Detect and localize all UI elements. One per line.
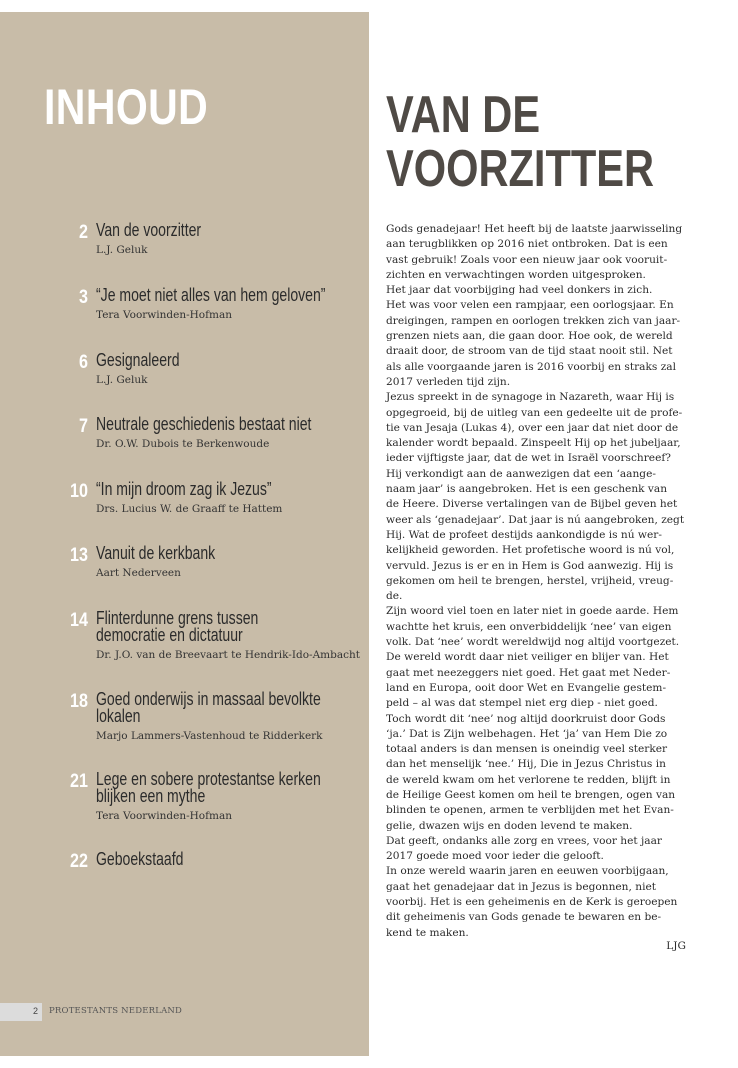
article-line: volk. Dat ‘nee’ wordt wereldwijd nog altijd voortgezet. xyxy=(386,636,680,649)
article-line: kelijkheid geworden. Het profetische woord is nú vol, xyxy=(386,544,675,557)
toc-page-number: 21 xyxy=(70,771,88,792)
toc-entry-author: Aart Nederveen xyxy=(96,567,181,579)
article-line: Het was voor velen een rampjaar, een oorlogsjaar. En xyxy=(386,299,674,312)
toc-entry-title: Flinterdunne grens tussen democratie en dictatuur xyxy=(96,608,259,645)
article-line: dit geheimenis van Gods genade te bewaren en be- xyxy=(386,911,662,924)
article-line: blinden te openen, armen te verblijden met het Evan- xyxy=(386,804,674,817)
article-line: dreigingen, rampen en oorlogen trekken zich van jaar- xyxy=(386,314,681,327)
toc-page-number: 22 xyxy=(70,851,88,872)
article-line: naam jaar’ is aangebroken. Het is een geschenk van xyxy=(386,483,668,496)
article-line: de Heere. Diverse vertalingen van de Bijbel geven het xyxy=(386,498,678,511)
toc-entry-title: “In mijn droom zag ik Jezus” xyxy=(96,479,272,499)
article-line: weer als ‘genadejaar’. Dat jaar is nú aangebroken, zegt xyxy=(386,513,685,526)
toc-entry-title: Vanuit de kerkbank xyxy=(96,543,216,563)
toc-entry-author: Dr. O.W. Dubois te Berkenwoude xyxy=(96,438,270,450)
article-line: Zijn woord viel toen en later niet in goede aarde. Hem xyxy=(386,605,679,618)
toc-heading: INHOUD xyxy=(44,79,209,135)
article-line: Jezus spreekt in de synagoge in Nazareth, waar Hij is xyxy=(386,391,675,404)
article-line: Gods genadejaar! Het heeft bij de laatste jaarwisseling xyxy=(386,223,683,235)
article-line: opgegroeid, bij de uitleg van een gedeelte uit de profe- xyxy=(386,406,683,419)
article-line: peld – al was dat stempel niet erg diep - niet goed. xyxy=(386,697,658,710)
article-signature: LJG xyxy=(666,940,686,952)
article-title-line: VAN DE xyxy=(386,86,541,144)
article-line: vast gebruik! Zoals voor een nieuw jaar ook vooruit- xyxy=(386,253,668,266)
article-line: kend te maken. xyxy=(386,926,469,939)
article-line: Toch wordt dit ‘nee’ nog altijd doorkruist door Gods xyxy=(386,712,666,725)
toc-page-number: 14 xyxy=(70,610,88,631)
article-line: Hij verkondigt aan de aanwezigen dat een ‘aange- xyxy=(386,467,656,480)
article-line: gekomen om heil te brengen, herstel, vrijheid, vreug- xyxy=(386,574,674,587)
toc-entry-author: L.J. Geluk xyxy=(96,374,148,386)
toc-page-number: 18 xyxy=(70,691,88,712)
article-line: Het jaar dat voorbijging had veel donkers in zich. xyxy=(386,284,653,297)
article-line: tie van Jesaja (Lukas 4), over een jaar dat niet door de xyxy=(386,421,679,434)
article-line: dan het menselijk ‘nee.’ Hij, Die in Jezus Christus in xyxy=(386,758,666,771)
article-line: De wereld wordt daar niet veiliger en blijer van. Het xyxy=(386,651,669,664)
article-line: voorbij. Het is een geheimenis en de Kerk is geroepen xyxy=(386,896,678,909)
article-line: Dat geeft, ondanks alle zorg en vrees, voor het jaar xyxy=(386,834,663,847)
toc-page-number: 2 xyxy=(79,222,88,243)
article-line: draait door, de stroom van de tijd staat nooit stil. Net xyxy=(386,345,673,358)
toc-entry-title: Geboekstaafd xyxy=(96,849,184,869)
article-line: wachtte het kruis, een onverbiddelijk ‘nee’ van eigen xyxy=(386,620,672,633)
article-line: als alle voorgaande jaren is 2016 voorbij en straks zal xyxy=(386,360,677,373)
toc-entry-title: Lege en sobere protestantse kerken blijken een mythe xyxy=(96,769,321,806)
toc-page-number: 3 xyxy=(79,287,88,308)
article-line: 2017 verleden tijd zijn. xyxy=(386,375,511,388)
article-line: ieder vijftigste jaar, dat de wet in Israël voorschreef? xyxy=(386,452,671,465)
article-line: de Heilige Geest komen om heil te brengen, ogen van xyxy=(386,788,676,801)
article-line: 2017 goede moed voor ieder die gelooft. xyxy=(386,850,604,863)
toc-entry-author: Drs. Lucius W. de Graaff te Hattem xyxy=(96,503,283,515)
toc-entry-title: Gesignaleerd xyxy=(96,350,180,370)
toc-entry-title: “Je moet niet alles van hem geloven” xyxy=(96,285,326,305)
article-title xyxy=(386,88,654,196)
article-title-line: VOORZITTER xyxy=(386,140,655,198)
article-line: zichten en verwachtingen worden uitgesproken. xyxy=(386,268,646,281)
toc-page-number: 13 xyxy=(70,545,88,566)
toc-entry-author: Tera Voorwinden-Hofman xyxy=(96,810,232,822)
article-line: In onze wereld waarin jaren en eeuwen voorbijgaan, xyxy=(386,865,669,878)
toc-entry-title: Neutrale geschiedenis bestaat niet xyxy=(96,414,312,434)
toc-page-number: 7 xyxy=(79,416,88,437)
article-line: totaal anders is dan mensen is oneindig veel sterker xyxy=(386,743,668,756)
toc-entry-title: Van de voorzitter xyxy=(96,220,202,240)
article-line: gaat het genadejaar dat in Jezus is begonnen, niet xyxy=(386,880,656,893)
toc-entry-title: Goed onderwijs in massaal bevolkte lokalen xyxy=(96,689,321,726)
article-line: de wereld kwam om het verlorene te redden, blijft in xyxy=(386,773,671,786)
article-line: vervuld. Jezus is er en in Hem is God aanwezig. Hij is xyxy=(386,559,674,572)
toc-entry-author: L.J. Geluk xyxy=(96,244,148,256)
article-line: gelie, dwazen wijs en doden levend te maken. xyxy=(386,819,633,832)
article-line: Hij. Wat de profeet destijds aankondigde is nú wer- xyxy=(386,528,662,541)
article-line: kalender wordt bepaald. Zinspeelt Hij op het jubeljaar, xyxy=(386,437,681,450)
article-line: grenzen niets aan, die gaan door. Hoe ook, de wereld xyxy=(386,330,673,343)
toc-page-number: 10 xyxy=(70,481,88,502)
footer-magazine-name: PROTESTANTS NEDERLAND xyxy=(49,1006,183,1016)
footer-page-number: 2 xyxy=(33,1006,39,1016)
article-body xyxy=(386,222,688,941)
toc-entry-author: Marjo Lammers-Vastenhoud te Ridderkerk xyxy=(96,730,323,742)
toc-sidebar xyxy=(0,12,369,1056)
article-line: de. xyxy=(386,590,403,603)
toc-entry-author: Tera Voorwinden-Hofman xyxy=(96,309,232,321)
article-line: ‘ja.’ Dat is Zijn welbehagen. Het ‘ja’ van Hem Die zo xyxy=(386,727,668,740)
article-line: gaat met neezeggers niet goed. Het gaat met Neder- xyxy=(386,666,671,679)
article-line: land en Europa, ooit door Wet en Evangelie gestem- xyxy=(386,681,667,694)
toc-entry-author: Dr. J.O. van de Breevaart te Hendrik-Ido-Ambacht xyxy=(96,649,360,661)
article-line: aan terugblikken op 2016 niet ontbroken. Dat is een xyxy=(386,238,668,251)
toc-page-number: 6 xyxy=(79,352,88,373)
